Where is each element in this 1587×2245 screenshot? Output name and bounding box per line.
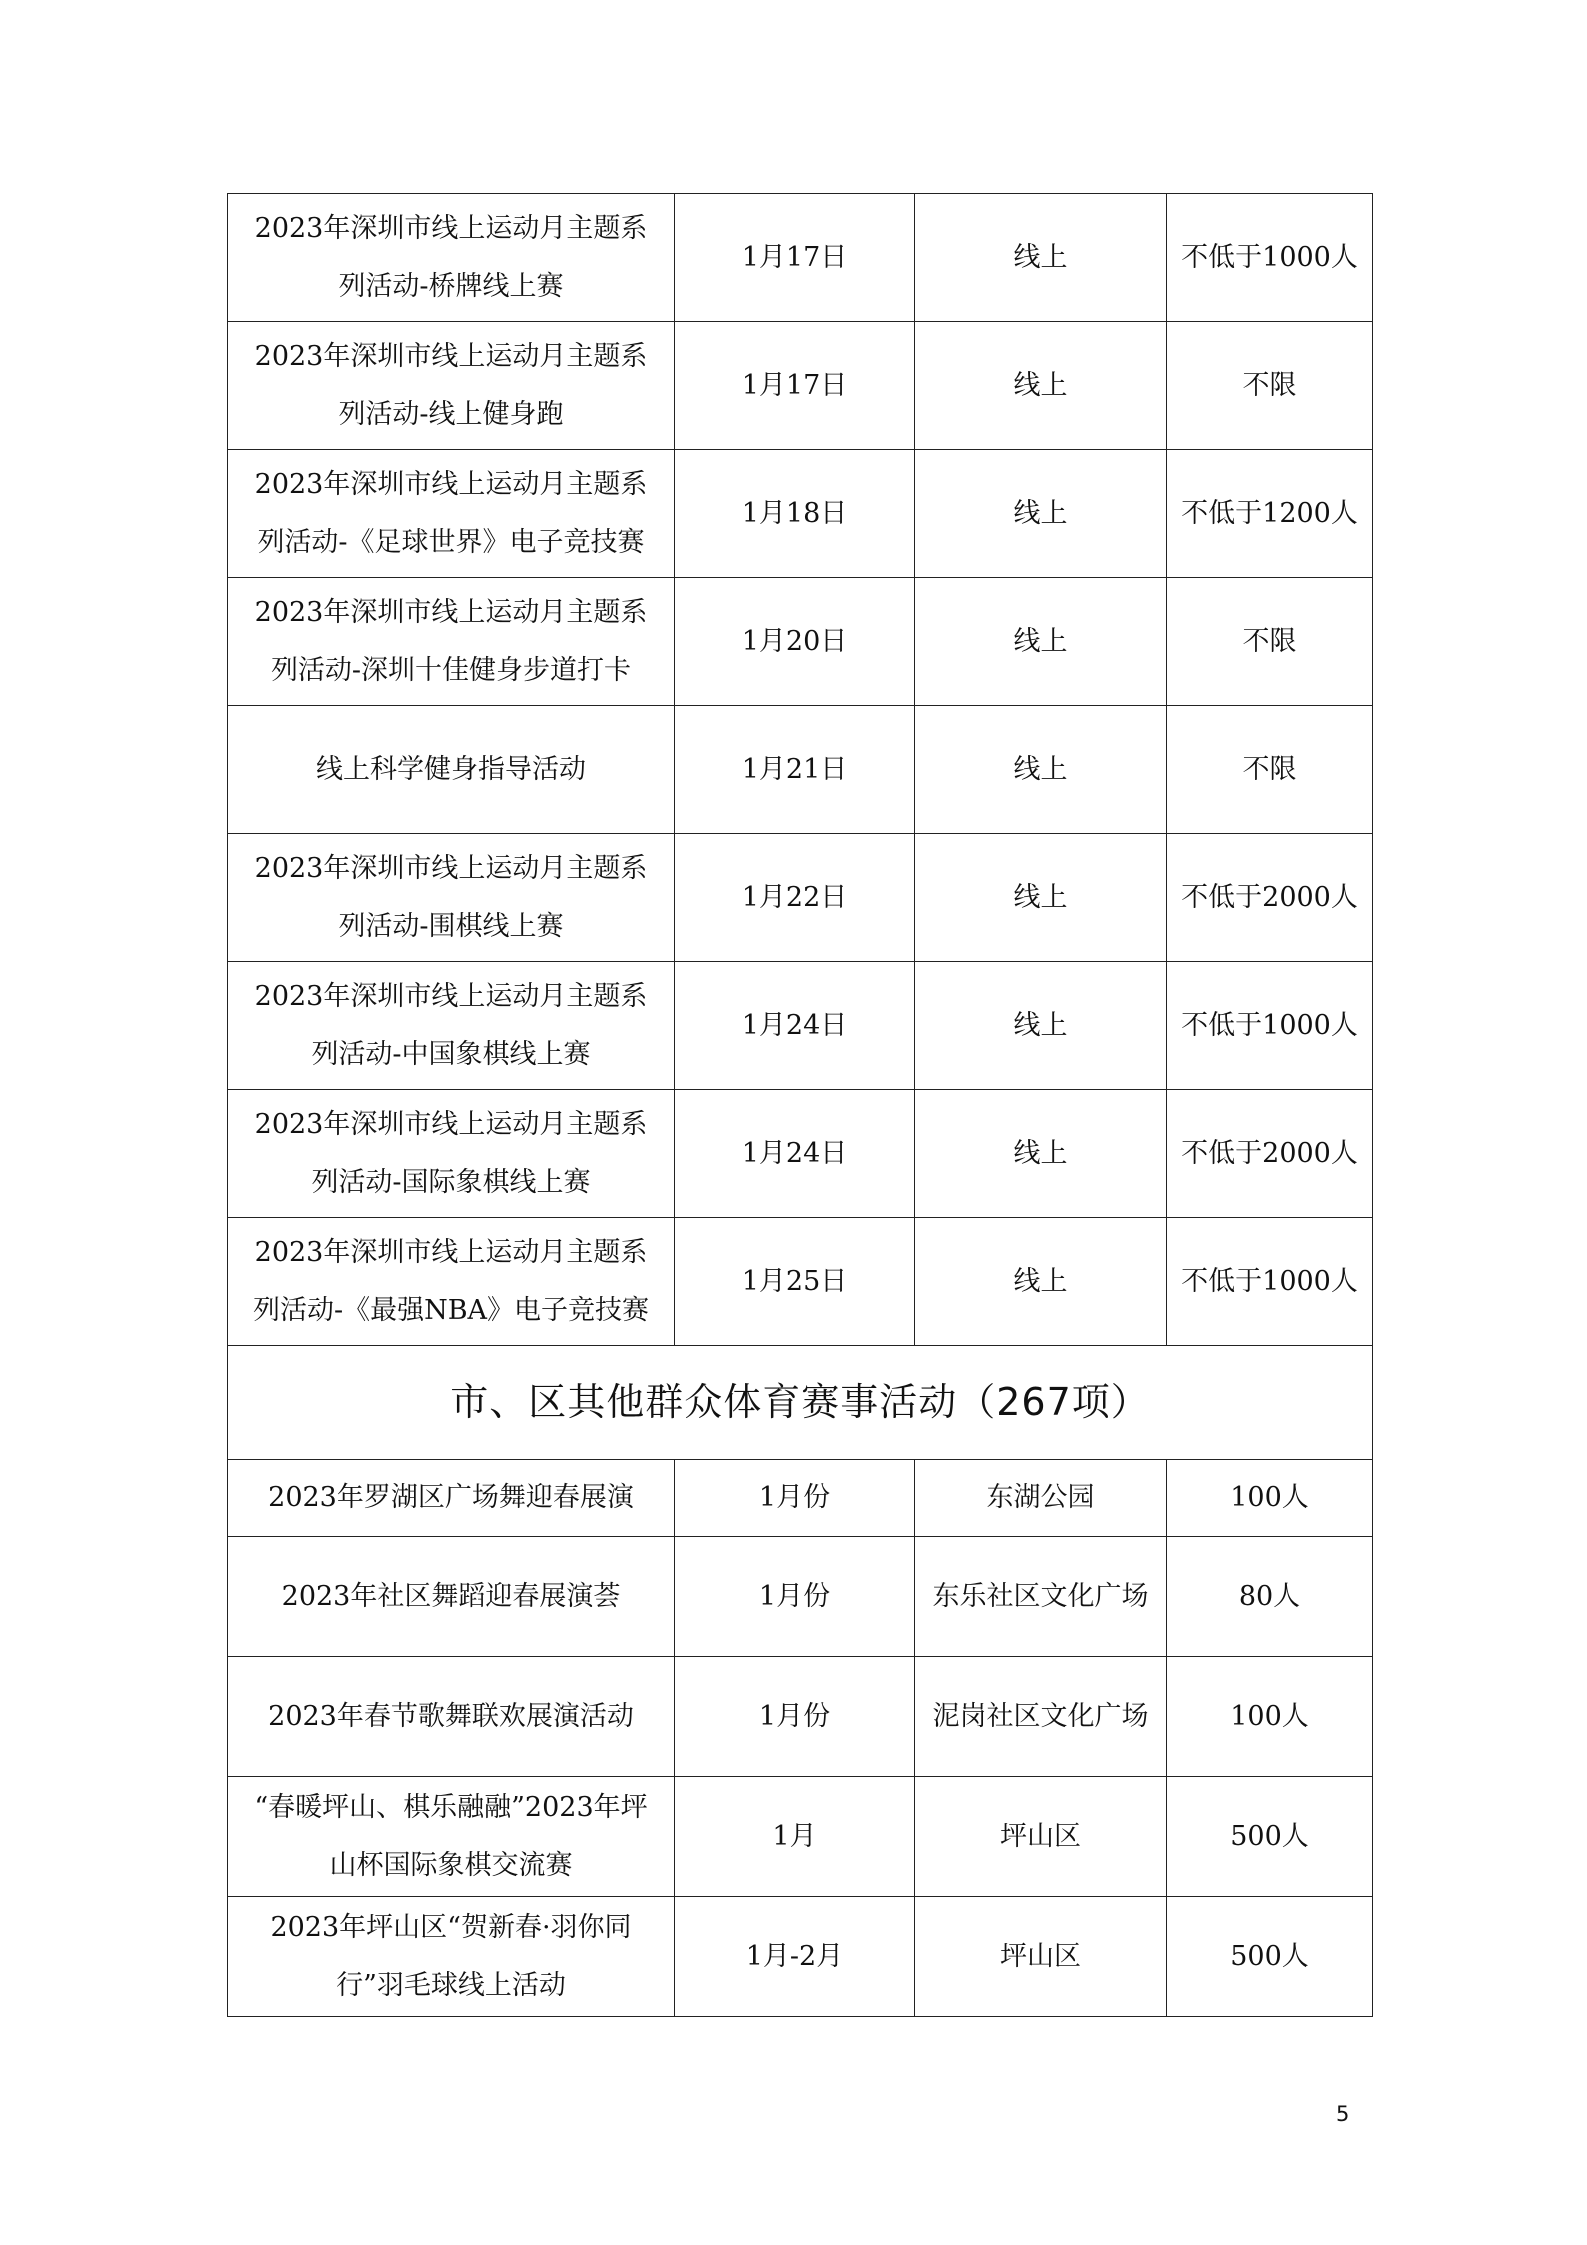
event-count: 80人 — [1238, 1580, 1301, 1612]
event-date: 1月份 — [758, 1700, 831, 1732]
table-row — [228, 322, 1373, 450]
event-venue: 线上 — [1013, 753, 1068, 785]
event-count: 不低于1000人 — [1181, 241, 1358, 273]
event-date: 1月17日 — [741, 369, 848, 401]
table-row — [228, 578, 1373, 706]
event-date: 1月17日 — [741, 241, 848, 273]
event-name: “春暖坪山、棋乐融融”2023年坪山杯国际象棋交流赛 — [254, 1791, 648, 1881]
event-venue-cell — [915, 322, 1167, 450]
event-date: 1月 — [772, 1820, 817, 1852]
table-row — [228, 194, 1373, 322]
event-name: 2023年深圳市线上运动月主题系列活动-《足球世界》电子竞技赛 — [254, 468, 648, 558]
table-row — [228, 1777, 1373, 1897]
table-row — [228, 1090, 1373, 1218]
event-count-cell — [1167, 962, 1373, 1090]
event-name-cell — [228, 450, 675, 578]
event-name: 2023年深圳市线上运动月主题系列活动-深圳十佳健身步道打卡 — [254, 596, 648, 686]
event-count-cell — [1167, 578, 1373, 706]
event-name-cell — [228, 1897, 675, 2017]
event-date-cell — [675, 194, 915, 322]
event-count-cell — [1167, 1218, 1373, 1346]
event-count: 不低于2000人 — [1181, 881, 1358, 913]
event-name-cell — [228, 1777, 675, 1897]
event-count: 不限 — [1242, 625, 1297, 657]
event-count: 不低于2000人 — [1181, 1137, 1358, 1169]
event-count-cell — [1167, 322, 1373, 450]
event-count: 不低于1000人 — [1181, 1009, 1358, 1041]
event-date-cell — [675, 834, 915, 962]
event-count: 不低于1200人 — [1181, 497, 1358, 529]
event-venue: 坪山区 — [1000, 1820, 1081, 1852]
event-date-cell — [675, 1218, 915, 1346]
table-row — [228, 1537, 1373, 1657]
page-number: 5 — [1336, 2102, 1350, 2126]
event-name-cell — [228, 1537, 675, 1657]
event-date-cell — [675, 1460, 915, 1537]
event-count-cell — [1167, 706, 1373, 834]
event-count: 100人 — [1230, 1482, 1309, 1513]
event-date-cell — [675, 450, 915, 578]
table-row — [228, 450, 1373, 578]
event-venue: 线上 — [1013, 1009, 1068, 1041]
event-name-cell — [228, 1657, 675, 1777]
event-date-cell — [675, 1657, 915, 1777]
event-date: 1月20日 — [741, 625, 848, 657]
event-date: 1月-2月 — [745, 1940, 844, 1972]
event-date: 1月25日 — [741, 1265, 848, 1297]
event-venue-cell — [915, 1460, 1167, 1537]
event-count-cell — [1167, 450, 1373, 578]
event-venue: 坪山区 — [1000, 1940, 1081, 1972]
event-count: 500人 — [1230, 1820, 1309, 1852]
event-count: 500人 — [1230, 1940, 1309, 1972]
event-count-cell — [1167, 834, 1373, 962]
event-date-cell — [675, 962, 915, 1090]
event-name-cell — [228, 1460, 675, 1537]
event-venue-cell — [915, 1777, 1167, 1897]
event-name: 2023年深圳市线上运动月主题系列活动-线上健身跑 — [254, 340, 648, 430]
event-venue-cell — [915, 1218, 1167, 1346]
event-venue: 线上 — [1013, 1137, 1068, 1169]
section-heading: 市、区其他群众体育赛事活动（267项） — [228, 1346, 1373, 1460]
event-date-cell — [675, 578, 915, 706]
event-venue-cell — [915, 450, 1167, 578]
event-date: 1月份 — [758, 1580, 831, 1612]
event-venue-cell — [915, 1537, 1167, 1657]
event-date: 1月24日 — [741, 1137, 848, 1169]
event-venue-cell — [915, 578, 1167, 706]
event-date-cell — [675, 1537, 915, 1657]
event-name: 2023年社区舞蹈迎春展演荟 — [281, 1580, 621, 1612]
event-count: 不限 — [1242, 753, 1297, 785]
event-name: 2023年深圳市线上运动月主题系列活动-《最强NBA》电子竞技赛 — [252, 1236, 650, 1326]
event-name-cell — [228, 578, 675, 706]
event-count-cell — [1167, 1460, 1373, 1537]
event-count: 不低于1000人 — [1181, 1265, 1358, 1297]
event-date-cell — [675, 1777, 915, 1897]
table-row — [228, 962, 1373, 1090]
event-venue-cell — [915, 706, 1167, 834]
event-venue: 东湖公园 — [986, 1482, 1095, 1513]
event-date: 1月份 — [758, 1482, 831, 1513]
event-name: 2023年深圳市线上运动月主题系列活动-国际象棋线上赛 — [254, 1108, 648, 1198]
event-count: 不限 — [1242, 369, 1297, 401]
event-name-cell — [228, 1090, 675, 1218]
event-venue: 泥岗社区文化广场 — [932, 1700, 1149, 1732]
event-date-cell — [675, 322, 915, 450]
event-venue: 线上 — [1013, 881, 1068, 913]
section-heading-row — [228, 1346, 1373, 1460]
event-venue-cell — [915, 1090, 1167, 1218]
table-row — [228, 834, 1373, 962]
event-count-cell — [1167, 1537, 1373, 1657]
event-venue: 线上 — [1013, 1265, 1068, 1297]
table-row — [228, 1897, 1373, 2017]
event-date: 1月22日 — [741, 881, 848, 913]
event-name-cell — [228, 706, 675, 834]
event-venue: 线上 — [1013, 625, 1068, 657]
event-name: 2023年深圳市线上运动月主题系列活动-桥牌线上赛 — [254, 212, 648, 302]
event-date-cell — [675, 1897, 915, 2017]
event-name: 2023年深圳市线上运动月主题系列活动-中国象棋线上赛 — [254, 980, 648, 1070]
event-date: 1月21日 — [741, 753, 848, 785]
event-name: 2023年坪山区“贺新春·羽你同行”羽毛球线上活动 — [270, 1911, 632, 2001]
event-date: 1月24日 — [741, 1009, 848, 1041]
event-name-cell — [228, 834, 675, 962]
event-name-cell — [228, 962, 675, 1090]
event-venue: 线上 — [1013, 369, 1068, 401]
event-venue: 线上 — [1013, 241, 1068, 273]
event-count-cell — [1167, 1657, 1373, 1777]
event-count-cell — [1167, 1777, 1373, 1897]
events-table — [227, 193, 1373, 2017]
event-name: 2023年春节歌舞联欢展演活动 — [268, 1700, 634, 1732]
event-venue-cell — [915, 834, 1167, 962]
event-venue-cell — [915, 194, 1167, 322]
event-name: 2023年深圳市线上运动月主题系列活动-围棋线上赛 — [254, 852, 648, 942]
event-count: 100人 — [1230, 1700, 1309, 1732]
event-date-cell — [675, 706, 915, 834]
event-venue-cell — [915, 1657, 1167, 1777]
event-count-cell — [1167, 1897, 1373, 2017]
table-row — [228, 1218, 1373, 1346]
event-date: 1月18日 — [741, 497, 848, 529]
event-name-cell — [228, 194, 675, 322]
event-name-cell — [228, 1218, 675, 1346]
event-date-cell — [675, 1090, 915, 1218]
table-row — [228, 1460, 1373, 1537]
event-name: 2023年罗湖区广场舞迎春展演 — [268, 1482, 634, 1513]
event-name: 线上科学健身指导活动 — [316, 753, 586, 785]
event-name-cell — [228, 322, 675, 450]
event-venue-cell — [915, 1897, 1167, 2017]
event-venue-cell — [915, 962, 1167, 1090]
event-count-cell — [1167, 1090, 1373, 1218]
event-venue: 东乐社区文化广场 — [932, 1580, 1149, 1612]
table-row — [228, 706, 1373, 834]
table-row — [228, 1657, 1373, 1777]
event-count-cell — [1167, 194, 1373, 322]
event-venue: 线上 — [1013, 497, 1068, 529]
